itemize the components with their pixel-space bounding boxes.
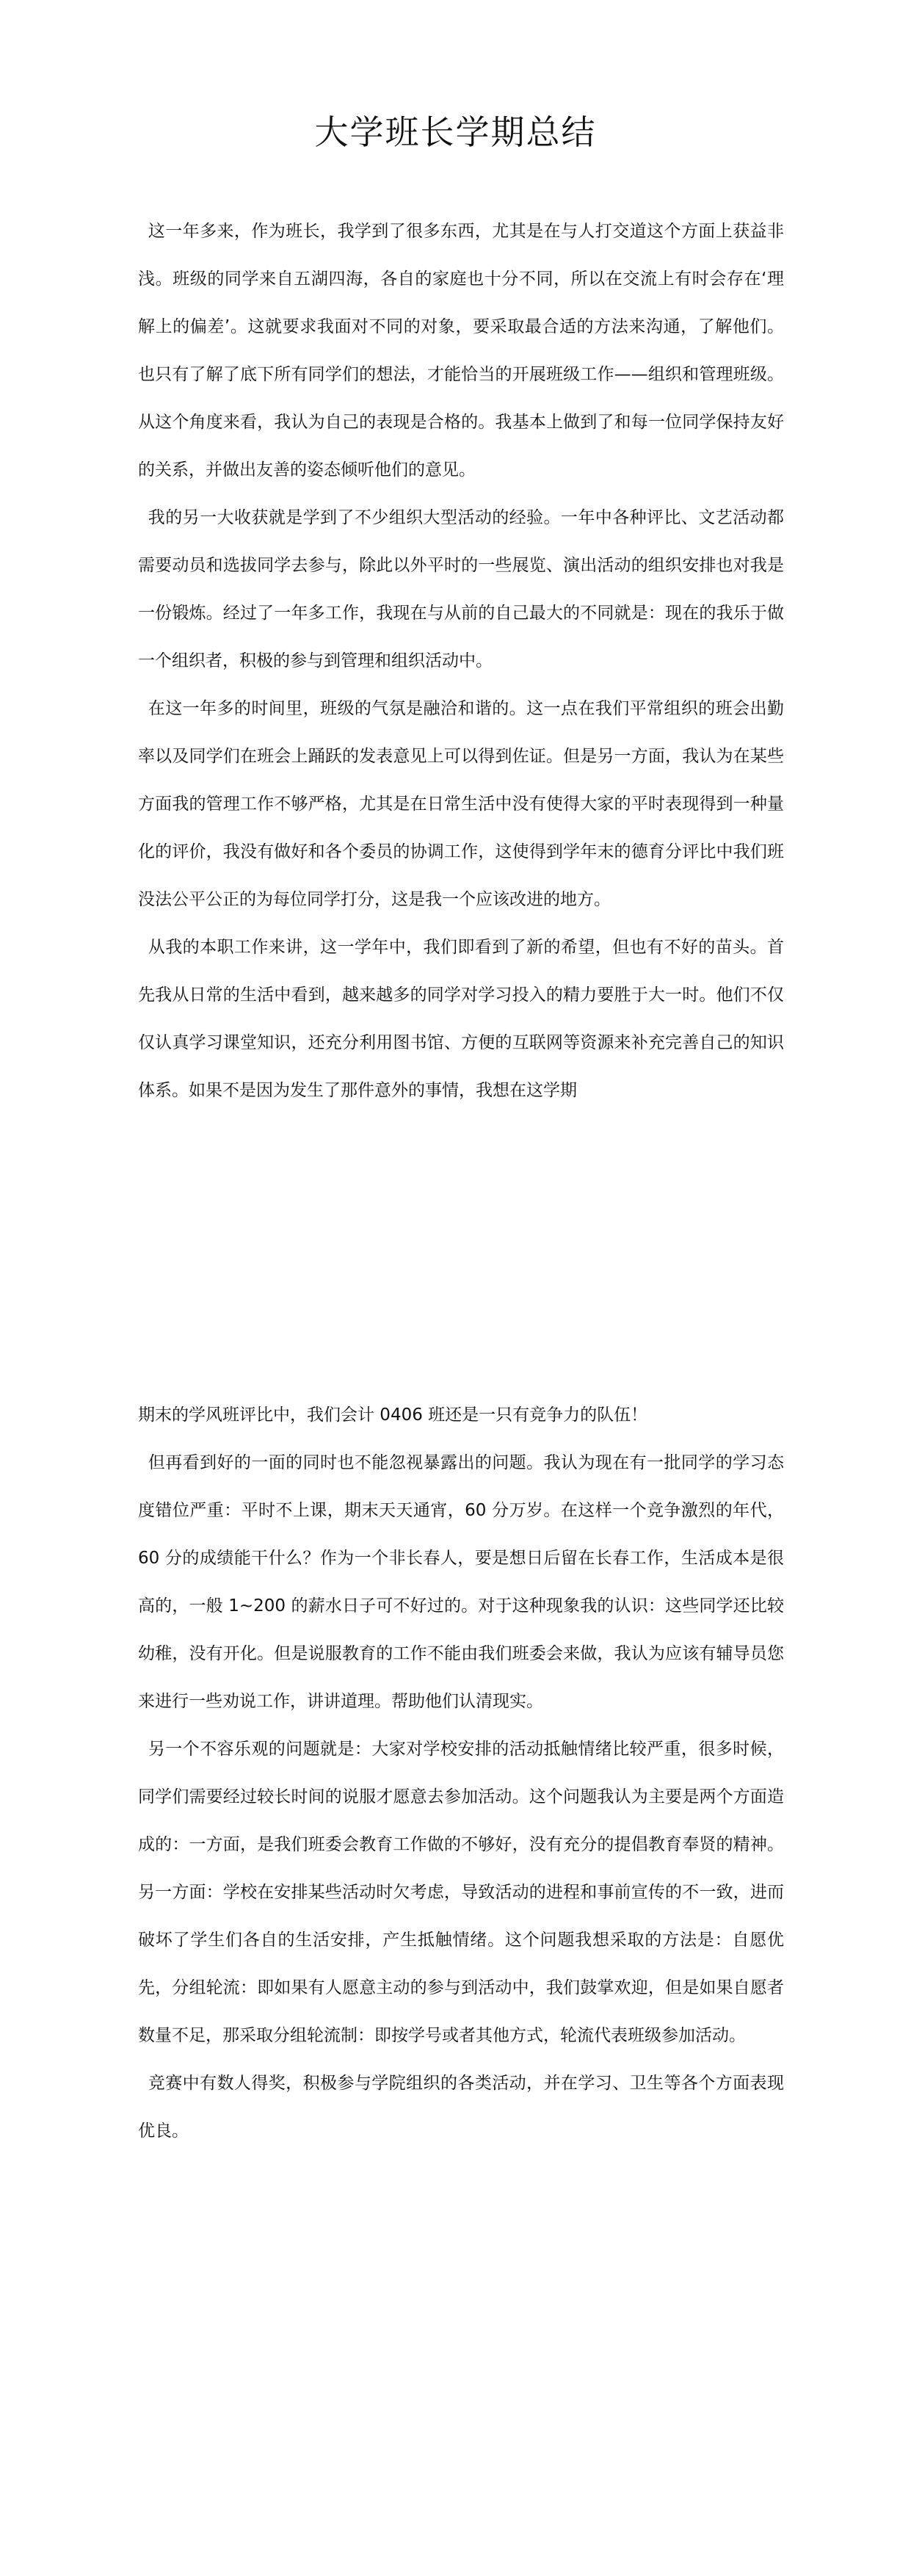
paragraph-8: 竞赛中有数人得奖，积极参与学院组织的各类活动，并在学习、卫生等各个方面表现优良。 xyxy=(138,2074,784,2141)
paragraph-6: 但再看到好的一面的同时也不能忽视暴露出的问题。我认为现在有一批同学的学习态度错位严重：平时不上课，期末天天通宵，60 分万岁。在这样一个竞争激烈的年代，60 分的成绩能干什么？作为一个非长春人，要是想日后留在长春工作，生活成本是很高的，一般 1~200 的薪水日子可不好过的。对于这种现象我的认识：这些同学还比较幼稚，没有开化。但是说服教育的工作不能由我们班委会来做，我认为应该有辅导员您来进行一些劝说工作，讲讲道理。帮助他们认清现实。 xyxy=(138,1453,784,1711)
paragraph-3: 在这一年多的时间里，班级的气氛是融洽和谐的。这一点在我们平常组织的班会出勤率以及同学们在班会上踊跃的发表意见上可以得到佐证。但是另一方面，我认为在某些方面我的管理工作不够严格，尤其是在日常生活中没有使得大家的平时表现得到一种量化的评价，我没有做好和各个委员的协调工作，这使得到学年末的德育分评比中我们班没法公平公正的为每位同学打分，这是我一个应该改进的地方。 xyxy=(138,699,784,909)
document-title: 大学班长学期总结 xyxy=(314,112,597,152)
paragraph-5: 期末的学风班评比中，我们会计 0406 班还是一只有竞争力的队伍！ xyxy=(138,1405,648,1425)
paragraph-2: 我的另一大收获就是学到了不少组织大型活动的经验。一年中各种评比、文艺活动都需要动员和选拔同学去参与，除此以外平时的一些展览、演出活动的组织安排也对我是一份锻炼。经过了一年多工作，我现在与从前的自己最大的不同就是：现在的我乐于做一个组织者，积极的参与到管理和组织活动中。 xyxy=(138,508,784,670)
body-text-block-1 xyxy=(138,208,784,1115)
body-text-block-2 xyxy=(138,1392,784,2155)
paragraph-1: 这一年多来，作为班长，我学到了很多东西，尤其是在与人打交道这个方面上获益非浅。班级的同学来自五湖四海，各自的家庭也十分不同，所以在交流上有时会存在‘理解上的偏差’。这就要求我面对不同的对象，要采取最合适的方法来沟通，了解他们。也只有了解了底下所有同学们的想法，才能恰当的开展班级工作——组织和管理班级。从这个角度来看，我认为自己的表现是合格的。我基本上做到了和每一位同学保持友好的关系，并做出友善的姿态倾听他们的意见。 xyxy=(138,222,784,480)
paragraph-4: 从我的本职工作来讲，这一学年中，我们即看到了新的希望，但也有不好的苗头。首先我从日常的生活中看到，越来越多的同学对学习投入的精力要胜于大一时。他们不仅仅认真学习课堂知识，还充分利用图书馆、方便的互联网等资源来补充完善自己的知识体系。如果不是因为发生了那件意外的事情，我想在这学期 xyxy=(138,938,784,1100)
paragraph-7: 另一个不容乐观的问题就是：大家对学校安排的活动抵触情绪比较严重，很多时候，同学们需要经过较长时间的说服才愿意去参加活动。这个问题我认为主要是两个方面造成的：一方面，是我们班委会教育工作做的不够好，没有充分的提倡教育奉贤的精神。另一方面：学校在安排某些活动时欠考虑，导致活动的进程和事前宣传的不一致，进而破坏了学生们各自的生活安排，产生抵触情绪。这个问题我想采取的方法是：自愿优先，分组轮流：即如果有人愿意主动的参与到活动中，我们鼓掌欢迎，但是如果自愿者数量不足，那采取分组轮流制：即按学号或者其他方式，轮流代表班级参加活动。 xyxy=(138,1740,784,2045)
